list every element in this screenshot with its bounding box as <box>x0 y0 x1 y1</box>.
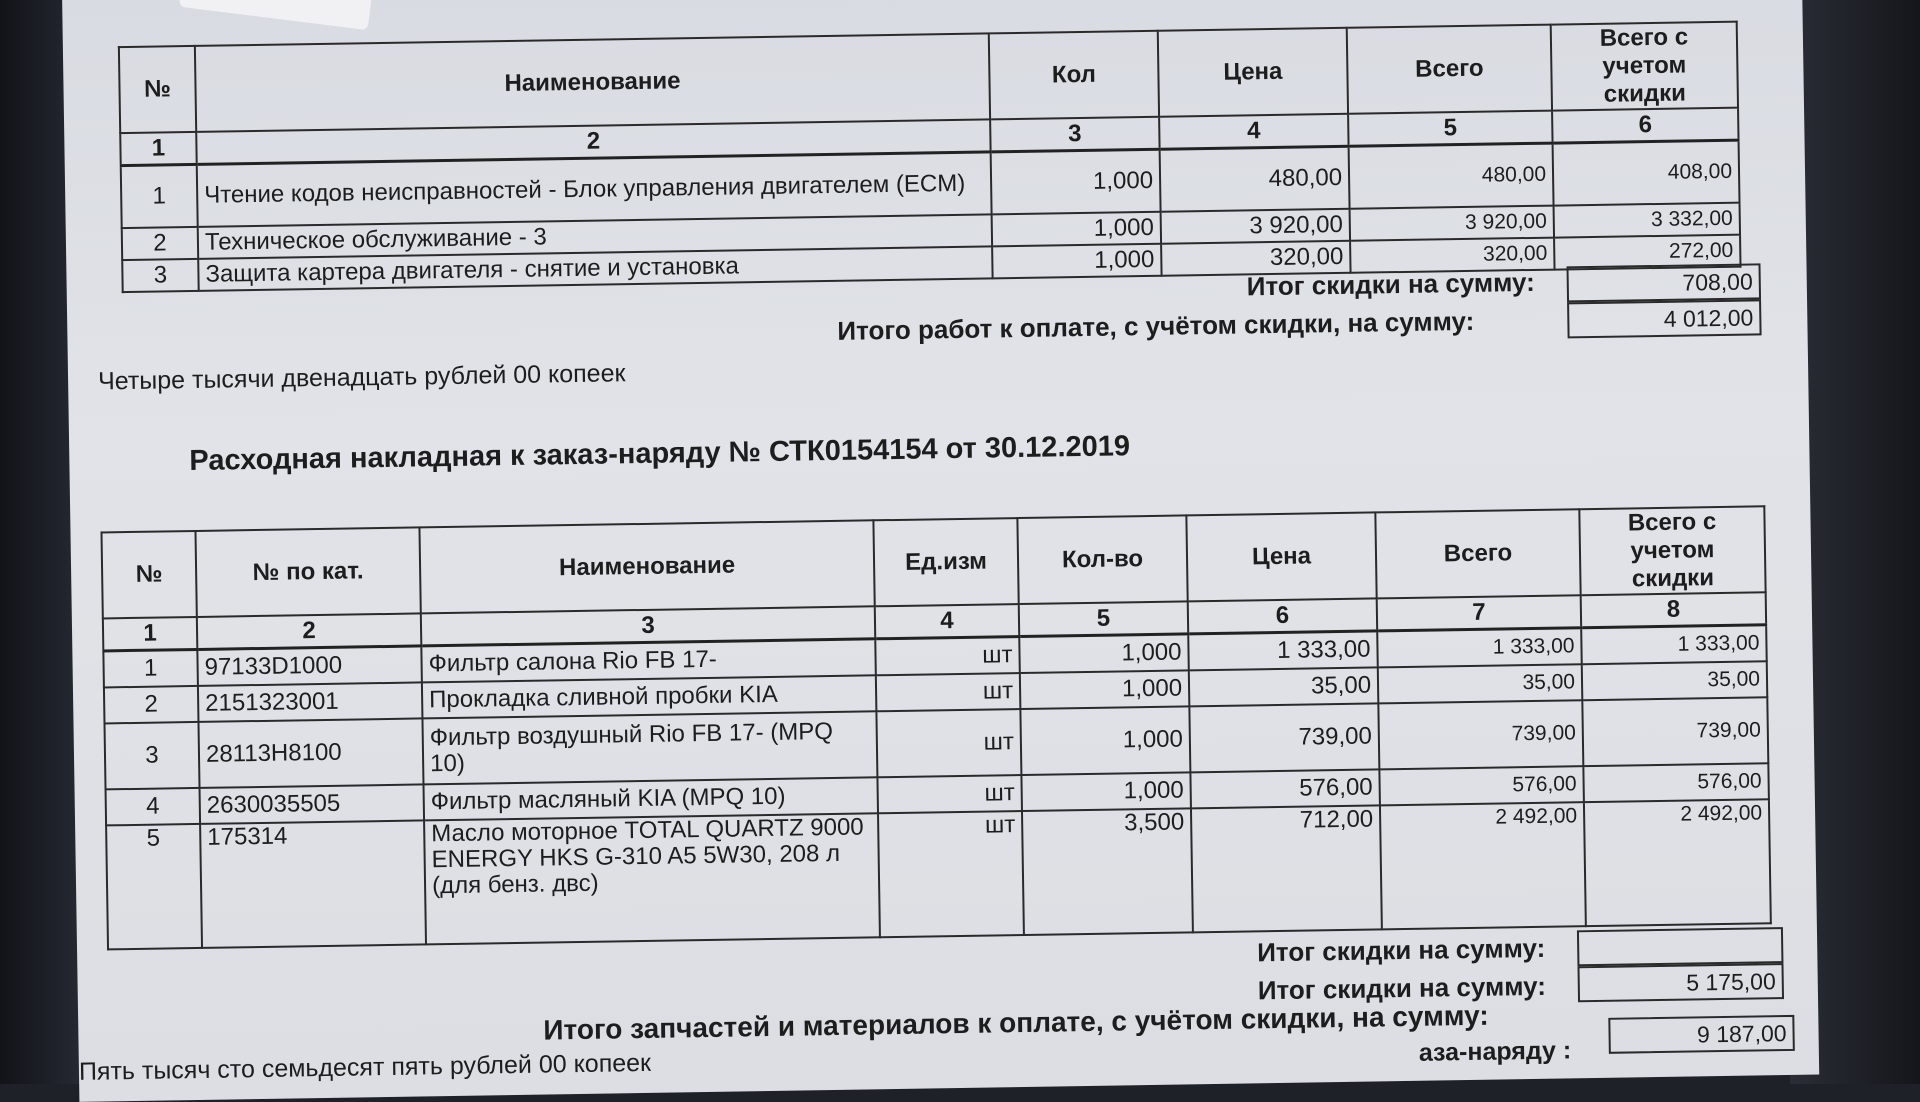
works-colnum: 4 <box>1159 114 1348 149</box>
row-name: Прокладка сливной пробки KIA <box>422 675 877 718</box>
row-catalog-number: 175314 <box>200 820 426 948</box>
row-price: 576,00 <box>1190 769 1380 808</box>
row-price: 480,00 <box>1160 146 1350 211</box>
parts-discount-value <box>1577 927 1784 966</box>
row-name: Фильтр масляный KIA (MPQ 10) <box>423 777 878 820</box>
parts-colnum: 7 <box>1377 595 1581 631</box>
works-discount-value: 708,00 <box>1566 263 1761 302</box>
row-discount-total: 3 332,00 <box>1554 202 1740 237</box>
row-total: 739,00 <box>1378 700 1583 769</box>
works-col-num: № <box>119 46 196 133</box>
row-total: 576,00 <box>1379 766 1584 805</box>
row-name: Фильтр салона Rio FB 17- <box>421 639 876 682</box>
row-catalog-number: 2151323001 <box>198 682 423 722</box>
parts-colnum: 6 <box>1188 598 1377 633</box>
works-col-qty: Кол <box>989 31 1159 120</box>
row-unit: шт <box>876 709 1021 777</box>
row-number: 2 <box>104 685 199 722</box>
row-number: 5 <box>106 823 202 948</box>
order-total-value: 9 187,00 <box>1608 1015 1795 1054</box>
parts-col-price: Цена <box>1186 512 1376 601</box>
parts-col-qty: Кол-во <box>1017 515 1187 604</box>
parts-colnum: 2 <box>197 613 421 649</box>
row-number: 3 <box>122 258 198 291</box>
row-qty: 3,500 <box>1022 808 1193 935</box>
row-qty: 1,000 <box>1020 670 1190 709</box>
works-colnum: 3 <box>990 117 1159 152</box>
parts-col-unit: Ед.изм <box>873 518 1018 606</box>
row-total: 1 333,00 <box>1377 628 1582 667</box>
row-qty: 1,000 <box>992 243 1161 278</box>
works-total-value: 4 012,00 <box>1567 299 1762 338</box>
row-catalog-number: 97133D1000 <box>197 646 422 686</box>
invoice-title: Расходная накладная к заказ-наряду № СТК0154154 от 30.12.2019 <box>189 430 1131 478</box>
parts-discount-label: Итог скидки на сумму: <box>1256 932 1546 968</box>
row-number: 1 <box>121 164 198 227</box>
row-number: 3 <box>104 721 199 788</box>
parts-col-catalog: № по кат. <box>195 527 420 617</box>
parts-col-name: Наименование <box>419 520 874 613</box>
row-price: 1 333,00 <box>1188 631 1378 670</box>
paper-tag <box>179 0 375 30</box>
works-col-price: Цена <box>1158 28 1348 117</box>
row-qty: 1,000 <box>991 149 1161 214</box>
row-name: Масло моторное TOTAL QUARTZ 9000 ENERGY HKS G-310 A5 5W30, 208 л (для бенз. двс) <box>424 813 880 944</box>
row-unit: шт <box>877 775 1022 813</box>
row-qty: 1,000 <box>992 211 1161 246</box>
parts-colnum: 3 <box>421 606 875 646</box>
row-discount-total: 739,00 <box>1582 697 1768 766</box>
row-number: 4 <box>106 787 201 824</box>
works-colnum: 5 <box>1348 111 1552 147</box>
works-total-words: Четыре тысячи двенадцать рублей 00 копеек <box>97 359 626 396</box>
row-name: Чтение кодов неисправностей - Блок управления двигателем (ECM) <box>197 152 992 226</box>
row-unit: шт <box>878 811 1024 937</box>
row-price: 712,00 <box>1191 805 1382 932</box>
row-discount-total: 2 492,00 <box>1584 799 1771 926</box>
parts-total-value: 5 175,00 <box>1577 963 1784 1002</box>
parts-table <box>100 505 1771 950</box>
parts-total-label: Итого запчастей и материалов к оплате, с учётом скидки, на сумму: <box>543 999 1489 1046</box>
works-total-label: Итого работ к оплате, с учётом скидки, на сумму: <box>837 305 1475 346</box>
row-name: Техническое обслуживание - 3 <box>198 214 992 258</box>
order-total-label: аза-наряду : <box>1418 1036 1572 1067</box>
row-number: 2 <box>122 226 198 259</box>
row-total: 35,00 <box>1378 664 1583 703</box>
row-unit: шт <box>876 673 1021 711</box>
document-sheet <box>62 0 1819 1102</box>
row-qty: 1,000 <box>1019 634 1189 673</box>
parts-colnum: 8 <box>1581 592 1766 627</box>
works-col-total: Всего <box>1347 25 1552 114</box>
row-catalog-number: 2630035505 <box>200 784 425 824</box>
parts-col-total: Всего <box>1375 509 1580 598</box>
row-total: 2 492,00 <box>1380 802 1586 929</box>
row-price: 35,00 <box>1189 667 1379 706</box>
row-price: 320,00 <box>1161 240 1350 275</box>
row-total: 3 920,00 <box>1350 205 1554 240</box>
parts-col-num: № <box>101 531 196 618</box>
row-total: 480,00 <box>1349 143 1554 208</box>
row-catalog-number: 28113H8100 <box>198 718 423 788</box>
parts-discount-label-2: Итог скидки на сумму: <box>1257 970 1547 1006</box>
works-discount-label: Итог скидки на сумму: <box>1246 266 1536 302</box>
row-discount-total: 408,00 <box>1553 140 1740 205</box>
parts-col-discount: Всего с учетом скидки <box>1579 506 1765 595</box>
row-number: 1 <box>103 649 198 686</box>
parts-colnum: 4 <box>875 604 1019 639</box>
works-colnum: 2 <box>196 119 990 164</box>
row-name: Фильтр воздушный Rio FB 17- (MPQ 10) <box>422 711 877 784</box>
works-colnum: 6 <box>1552 108 1738 143</box>
works-colnum: 1 <box>120 132 197 166</box>
row-discount-total: 576,00 <box>1583 763 1769 802</box>
row-unit: шт <box>875 637 1020 675</box>
row-price: 739,00 <box>1189 703 1379 772</box>
row-discount-total: 1 333,00 <box>1581 625 1767 664</box>
row-discount-total: 35,00 <box>1582 661 1768 700</box>
row-name: Защита картера двигателя - снятие и установка <box>198 246 992 290</box>
parts-colnum: 1 <box>103 617 197 651</box>
table-row <box>106 799 1771 949</box>
row-discount-total: 272,00 <box>1554 234 1740 269</box>
works-col-discount: Всего с учетом скидки <box>1551 22 1738 111</box>
row-total: 320,00 <box>1350 237 1554 272</box>
parts-total-words: Пять тысяч сто семьдесят пять рублей 00 копеек <box>78 1048 652 1086</box>
row-price: 3 920,00 <box>1161 208 1350 243</box>
row-qty: 1,000 <box>1021 772 1191 811</box>
parts-colnum: 5 <box>1019 601 1188 636</box>
works-col-name: Наименование <box>195 33 990 131</box>
row-qty: 1,000 <box>1020 706 1190 775</box>
works-table <box>118 21 1742 293</box>
